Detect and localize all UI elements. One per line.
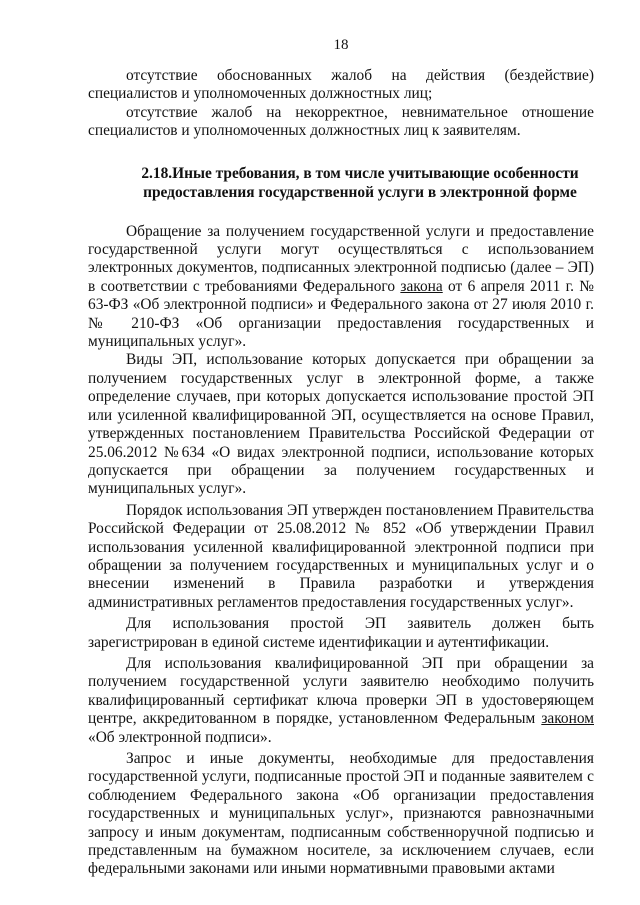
document-page xyxy=(88,36,594,879)
paragraph-simple-signature: Для использования простой ЭП заявитель должен быть зарегистрирован в единой системе идентификации и аутентификации. xyxy=(88,615,594,651)
section-heading-line-2: предоставления государственной услуги в электронной форме xyxy=(143,183,577,201)
paragraph-text: Для использования квалифицированной ЭП при обращении за получением государственной услуги заявителю необходимо получить квалифицированный сертификат ключа проверки ЭП в удостоверяющем центре, аккредитованном в порядке, установленном Федеральным xyxy=(88,654,594,728)
paragraph-signature-types: Виды ЭП, использование которых допускается при обращении за получением государственных услуг в электронной форме, а также определение случаев, при которых допускается использование простой ЭП или усиленной квалифицированной ЭП, осуществляется на основе Правил, утвержденных постановлением Правительства Российской Федерации от 25.06.2012 №634 «О видах электронной подписи, использование которых допускается при обращении за получением государственных и муниципальных услуг». xyxy=(88,351,594,498)
law-link[interactable]: закона xyxy=(400,277,443,295)
intro-paragraph-2: отсутствие жалоб на некорректное, невнимательное отношение специалистов и уполномоченных должностных лиц к заявителям. xyxy=(88,103,594,140)
paragraph-electronic-request xyxy=(88,223,594,352)
paragraph-text: «Об электронной подписи». xyxy=(88,728,272,746)
section-heading xyxy=(88,164,594,202)
page-number: 18 xyxy=(333,37,349,53)
paragraph-text: от 6 апреля 2011 г. № 63-ФЗ «Об электронной подписи» и Федерального закона от 27 июля 2010 г. № 210-ФЗ «Об организации предоставления государственных и муниципальных услуг». xyxy=(88,277,594,351)
section-heading-line-1: 2.18.Иные требования, в том числе учитывающие особенности xyxy=(141,164,579,182)
intro-paragraph-1: отсутствие обоснованных жалоб на действия (бездействие) специалистов и уполномоченных должностных лиц; xyxy=(88,67,594,103)
paragraph-qualified-signature xyxy=(88,655,594,747)
paragraph-equivalence: Запрос и иные документы, необходимые для предоставления государственной услуги, подписанные простой ЭП и поданные заявителем с соблюдением Федерального закона «Об организации предоставления государственных и муниципальных услуг», признаются равнозначными запросу и иным документам, подписанным собственноручной подписью и представленным на бумажном носителе, за исключением случаев, если федеральными законами или иными нормативными правовыми актами xyxy=(88,750,594,878)
law-link[interactable]: законом xyxy=(541,710,594,728)
paragraph-signature-procedure: Порядок использования ЭП утвержден постановлением Правительства Российской Федерации от 25.08.2012 № 852 «Об утверждении Правил использования усиленной квалифицированной электронной подписи при обращении за получением государственных и муниципальных услуг и о внесении изменений в Правила разработки и утверждения административных регламентов предоставления государственных услуг». xyxy=(88,501,594,611)
paragraph-text: Обращение за получением государственной услуги и предоставление государственной услуги могут осуществляться с использованием электронных документов, подписанных электронной подписью (далее – ЭП) в соответствии с требованиями Федерального xyxy=(88,222,594,295)
